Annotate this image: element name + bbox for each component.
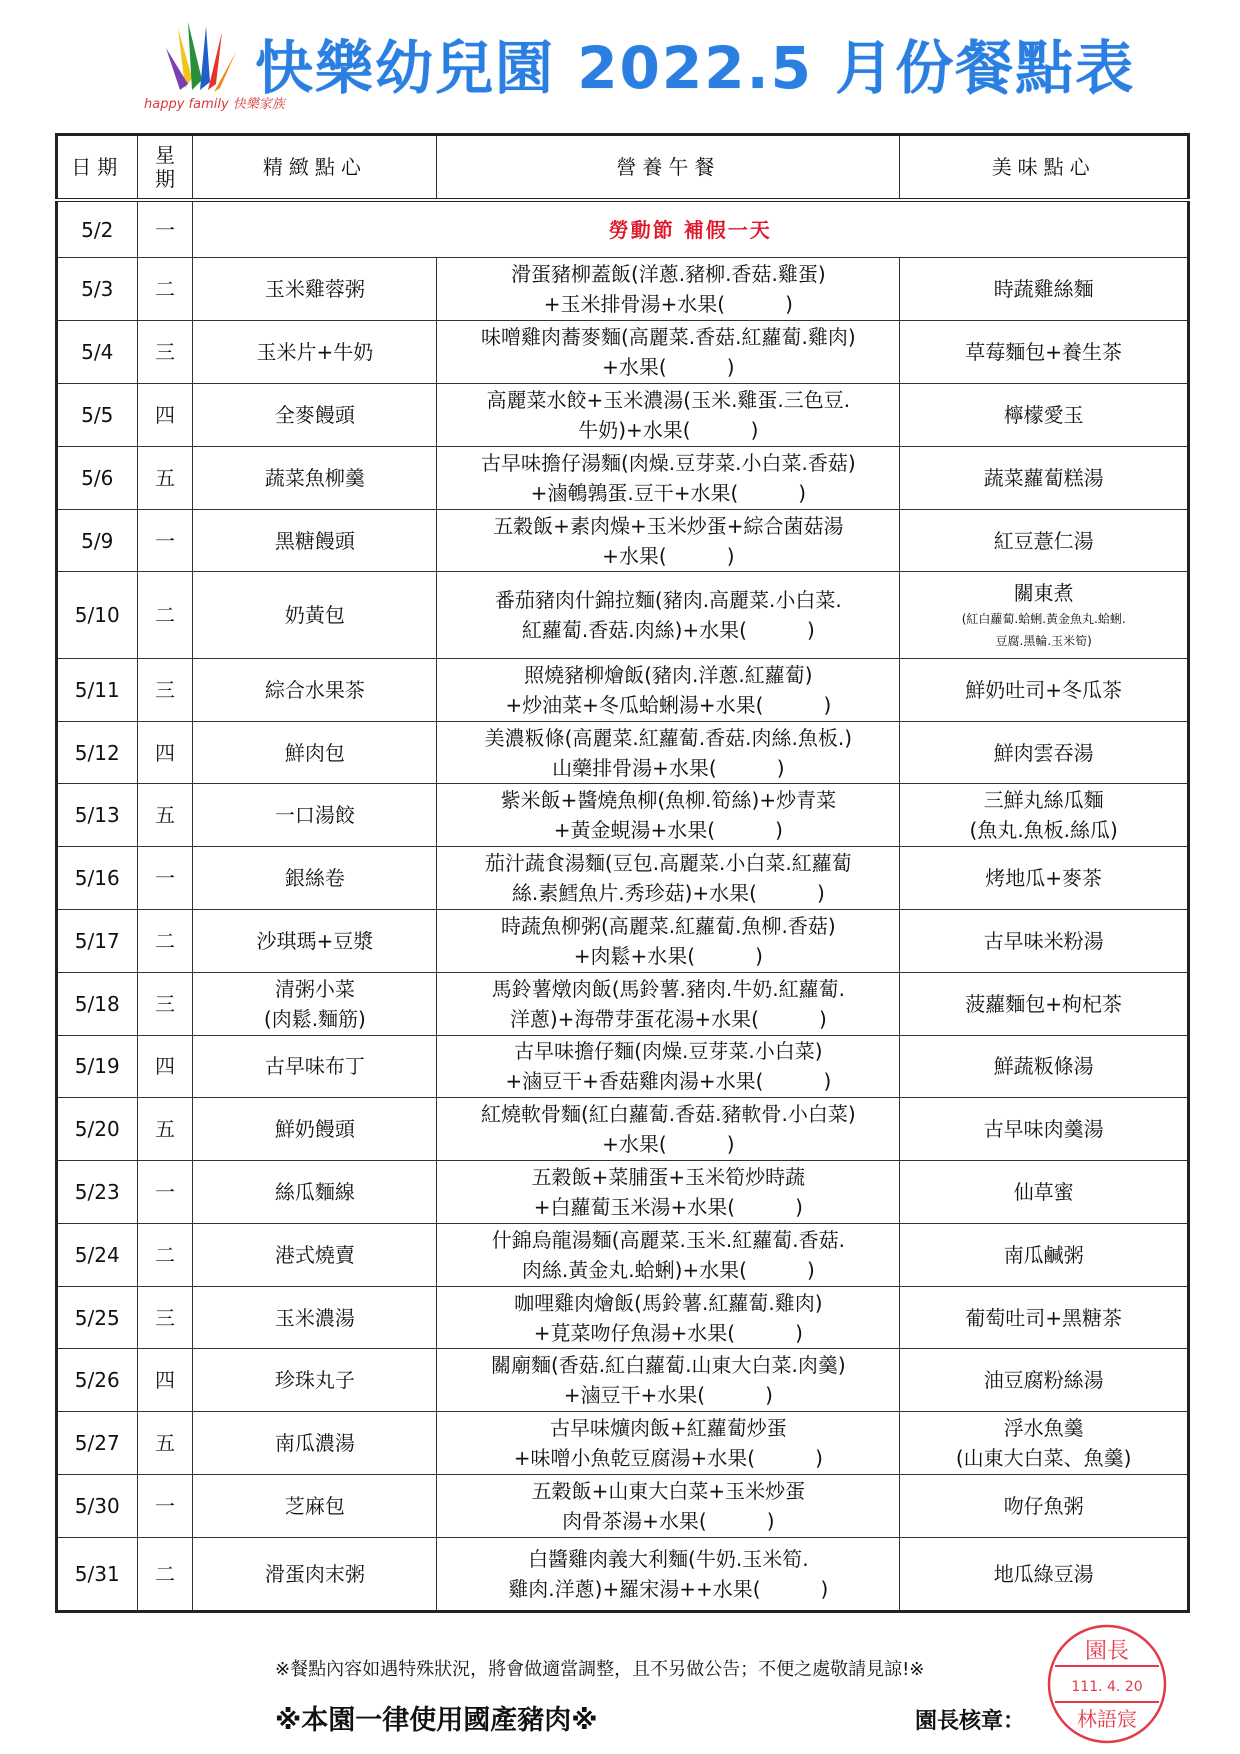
afternoon-snack-text: 鮮蔬粄條湯 [993,1054,1094,1079]
table-row [57,721,1189,784]
afternoon-snack-cell [900,1035,1189,1098]
afternoon-snack-text: 南瓜鹹粥 [1003,1242,1084,1267]
morning-snack-cell [193,1412,437,1475]
table-row [57,1223,1189,1286]
morning-snack-cell [193,784,437,847]
footer-policy: ※本園一律使用國產豬肉※ [275,1705,598,1736]
morning-snack-text: 古早味布丁 [264,1054,365,1079]
morning-snack-text: 玉米片+牛奶 [256,340,374,365]
lunch-line-2: +黃金蜆湯+水果( ) [553,818,783,843]
table-row [57,572,1189,658]
lunch-line-1: 滑蛋豬柳蓋飯(洋蔥.豬柳.香菇.雞蛋) [510,262,826,287]
afternoon-snack-detail: (紅白蘿蔔.蛤蜊.黃金魚丸.蛤蜊. [961,612,1126,627]
afternoon-snack-subtext: (魚丸.魚板.絲瓜) [969,818,1118,843]
table-row [57,1475,1189,1538]
lunch-line-2: +滷豆干+香菇雞肉湯+水果( ) [505,1069,832,1094]
afternoon-snack-cell [900,1161,1189,1224]
weekday-cell: 三 [137,321,193,384]
morning-snack-cell [193,446,437,509]
afternoon-snack-text: 時蔬雞絲麵 [993,277,1094,302]
afternoon-snack-cell [900,572,1189,658]
lunch-cell [437,1223,900,1286]
morning-snack-cell [193,1161,437,1224]
lunch-line-2: 雞肉.洋蔥)+羅宋湯++水果( ) [508,1576,829,1601]
morning-snack-cell [193,909,437,972]
lunch-line-1: 白醬雞肉義大利麵(牛奶.玉米筍. [528,1546,809,1571]
weekday-cell: 三 [137,1286,193,1349]
morning-snack-cell [193,384,437,447]
weekday-cell: 五 [137,446,193,509]
table-row [57,1098,1189,1161]
morning-snack-text: 沙琪瑪+豆漿 [256,928,374,953]
lunch-line-1: 五穀飯+山東大白菜+玉米炒蛋 [531,1478,806,1503]
afternoon-snack-cell [900,1098,1189,1161]
lunch-line-2: +滷豆干+水果( ) [563,1383,773,1408]
afternoon-snack-text: 關東煮 [1013,581,1074,606]
morning-snack-cell [193,572,437,658]
date-cell: 5/19 [57,1035,138,1098]
date-cell: 5/25 [57,1286,138,1349]
col-header-lunch: 營養午餐 [437,135,900,201]
lunch-cell [437,1537,900,1611]
table-row [57,1537,1189,1611]
date-cell: 5/11 [57,658,138,721]
afternoon-snack-text: 草莓麵包+養生茶 [965,340,1123,365]
afternoon-snack-cell [900,509,1189,572]
lunch-line-1: 咖哩雞肉燴飯(馬鈴薯.紅蘿蔔.雞肉) [514,1290,823,1315]
lunch-cell [437,321,900,384]
lunch-line-1: 高麗菜水餃+玉米濃湯(玉米.雞蛋.三色豆. [486,387,851,412]
afternoon-snack-cell [900,1286,1189,1349]
table-row [57,1035,1189,1098]
lunch-line-2: +白蘿蔔玉米湯+水果( ) [533,1194,803,1219]
weekday-cell: 四 [137,384,193,447]
page-title: 快樂幼兒園 2022.5 月份餐點表 [255,34,1136,102]
morning-snack-cell [193,509,437,572]
morning-snack-cell [193,1035,437,1098]
date-cell: 5/12 [57,721,138,784]
col-header-afternoon-snack: 美味點心 [900,135,1189,201]
lunch-line-1: 五穀飯+素肉燥+玉米炒蛋+綜合菌菇湯 [493,513,844,538]
morning-snack-text: 銀絲卷 [284,866,345,891]
lunch-line-1: 照燒豬柳燴飯(豬肉.洋蔥.紅蘿蔔) [524,662,813,687]
weekday-cell: 四 [137,721,193,784]
morning-snack-cell [193,721,437,784]
afternoon-snack-cell [900,321,1189,384]
lunch-line-1: 紅燒軟骨麵(紅白蘿蔔.香菇.豬軟骨.小白菜) [480,1102,856,1127]
morning-snack-cell [193,1223,437,1286]
lunch-cell [437,509,900,572]
afternoon-snack-cell [900,1223,1189,1286]
morning-snack-cell [193,1475,437,1538]
afternoon-snack-text: 鮮肉雲吞湯 [993,740,1094,765]
table-row [57,1412,1189,1475]
weekday-cell: 五 [137,1412,193,1475]
footer-notice: ※餐點內容如遇特殊狀況，將會做適當調整，且不另做公告；不便之處敬請見諒!※ [275,1659,925,1680]
date-cell: 5/4 [57,321,138,384]
date-cell: 5/9 [57,509,138,572]
table-row [57,200,1189,258]
table-row [57,972,1189,1035]
date-cell: 5/27 [57,1412,138,1475]
afternoon-snack-cell [900,972,1189,1035]
afternoon-snack-cell [900,384,1189,447]
lunch-line-2: 山藥排骨湯+水果( ) [552,755,785,780]
morning-snack-text: 玉米雞蓉粥 [264,277,365,302]
lunch-line-2: 洋蔥)+海帶芽蛋花湯+水果( ) [509,1006,827,1031]
lunch-line-1: 古早味擔仔湯麵(肉燥.豆芽菜.小白菜.香菇) [480,450,856,475]
morning-snack-text: 絲瓜麵線 [274,1179,355,1204]
lunch-line-2: 肉絲.黃金丸.蛤蜊)+水果( ) [521,1257,815,1282]
morning-snack-cell [193,1098,437,1161]
lunch-line-2: +炒油菜+冬瓜蛤蜊湯+水果( ) [505,692,832,717]
afternoon-snack-text: 檸檬愛玉 [1003,402,1084,427]
date-cell: 5/18 [57,972,138,1035]
date-cell: 5/30 [57,1475,138,1538]
afternoon-snack-detail: 豆腐.黑輪.玉米筍) [995,634,1092,649]
weekday-header-text: 星 期 [154,143,175,192]
lunch-cell [437,384,900,447]
afternoon-snack-cell [900,1475,1189,1538]
date-cell: 5/23 [57,1161,138,1224]
stamp-title: 園長 [1084,1639,1130,1664]
weekday-cell: 二 [137,572,193,658]
lunch-cell [437,721,900,784]
afternoon-snack-cell [900,258,1189,321]
table-row [57,847,1189,910]
lunch-line-2: +滷鵪鶉蛋.豆干+水果( ) [530,480,807,505]
lunch-line-2: +味噌小魚乾豆腐湯+水果( ) [513,1446,823,1471]
holiday-cell: 勞動節 補假一天 [193,200,1189,258]
col-header-date: 日期 [57,135,138,201]
weekday-cell: 四 [137,1035,193,1098]
afternoon-snack-text: 烤地瓜+麥茶 [985,866,1103,891]
lunch-line-1: 古早味擔仔麵(肉燥.豆芽菜.小白菜) [514,1039,823,1064]
table-row [57,446,1189,509]
lunch-line-1: 味噌雞肉蕎麥麵(高麗菜.香菇.紅蘿蔔.雞肉) [480,325,856,350]
morning-snack-text: 清粥小菜 [274,976,355,1001]
afternoon-snack-cell [900,784,1189,847]
date-cell: 5/17 [57,909,138,972]
weekday-cell: 二 [137,1537,193,1611]
morning-snack-text: 港式燒賣 [274,1242,355,1267]
weekday-cell: 三 [137,658,193,721]
morning-snack-text: 珍珠丸子 [274,1368,355,1393]
stamp-name: 林語宸 [1077,1707,1137,1731]
morning-snack-cell [193,972,437,1035]
lunch-line-2: +水果( ) [602,355,735,380]
afternoon-snack-subtext: (山東大白菜、魚羹) [955,1446,1132,1471]
lunch-cell [437,572,900,658]
afternoon-snack-cell [900,446,1189,509]
date-cell: 5/6 [57,446,138,509]
afternoon-snack-text: 菠蘿麵包+枸杞茶 [965,991,1123,1016]
lunch-line-1: 美濃粄條(高麗菜.紅蘿蔔.香菇.肉絲.魚板.) [484,725,853,750]
lunch-line-1: 馬鈴薯燉肉飯(馬鈴薯.豬肉.牛奶.紅蘿蔔. [491,976,845,1001]
table-row [57,1161,1189,1224]
table-row [57,384,1189,447]
morning-snack-text: 黑糖饅頭 [274,528,355,553]
lunch-cell [437,784,900,847]
morning-snack-cell [193,1537,437,1611]
logo-text: happy family 快樂家族 [144,97,285,112]
table-row [57,1349,1189,1412]
col-header-weekday [137,135,193,201]
lunch-line-2: +肉鬆+水果( ) [573,943,763,968]
weekday-cell: 一 [137,509,193,572]
weekday-cell: 一 [137,200,193,258]
morning-snack-cell [193,658,437,721]
afternoon-snack-cell [900,1349,1189,1412]
lunch-line-2: +玉米排骨湯+水果( ) [543,292,793,317]
table-row [57,509,1189,572]
weekday-cell: 一 [137,1161,193,1224]
lunch-cell [437,1286,900,1349]
date-cell: 5/5 [57,384,138,447]
afternoon-snack-text: 古早味肉羹湯 [983,1117,1104,1142]
lunch-cell [437,1161,900,1224]
morning-snack-cell [193,258,437,321]
table-row [57,321,1189,384]
morning-snack-text: 蔬菜魚柳羹 [264,465,365,490]
morning-snack-cell [193,1349,437,1412]
logo [140,18,285,118]
lunch-cell [437,972,900,1035]
lunch-line-2: 牛奶)+水果( ) [578,417,759,442]
lunch-cell [437,1475,900,1538]
meal-table [55,133,1190,1613]
morning-snack-text: 一口湯餃 [274,803,355,828]
afternoon-snack-text: 古早味米粉湯 [983,928,1104,953]
afternoon-snack-cell [900,909,1189,972]
lunch-cell [437,847,900,910]
weekday-cell: 四 [137,1349,193,1412]
weekday-cell: 一 [137,847,193,910]
afternoon-snack-text: 油豆腐粉絲湯 [983,1368,1104,1393]
lunch-cell [437,1098,900,1161]
table-row [57,784,1189,847]
afternoon-snack-text: 葡萄吐司+黑糖茶 [965,1305,1123,1330]
afternoon-snack-text: 三鮮丸絲瓜麵 [983,788,1104,813]
morning-snack-subtext: (肉鬆.麵筋) [263,1006,366,1031]
weekday-cell: 五 [137,784,193,847]
afternoon-snack-cell [900,1412,1189,1475]
afternoon-snack-text: 鮮奶吐司+冬瓜茶 [965,677,1123,702]
afternoon-snack-text: 仙草蜜 [1013,1179,1074,1204]
lunch-cell [437,1412,900,1475]
date-cell: 5/24 [57,1223,138,1286]
weekday-cell: 二 [137,909,193,972]
date-cell: 5/20 [57,1098,138,1161]
afternoon-snack-text: 浮水魚羹 [1003,1416,1084,1441]
afternoon-snack-cell [900,1537,1189,1611]
date-cell: 5/26 [57,1349,138,1412]
lunch-line-2: 絲.素鱈魚片.秀珍菇)+水果( ) [511,881,825,906]
lunch-line-1: 關廟麵(香菇.紅白蘿蔔.山東大白菜.肉羹) [490,1353,846,1378]
lunch-line-2: +水果( ) [602,1132,735,1157]
afternoon-snack-cell [900,847,1189,910]
lunch-line-1: 番茄豬肉什錦拉麵(豬肉.高麗菜.小白菜. [494,588,842,613]
date-cell: 5/3 [57,258,138,321]
table-header-row [57,135,1189,201]
lunch-line-1: 紫米飯+醬燒魚柳(魚柳.筍絲)+炒青菜 [500,788,837,813]
lunch-line-1: 古早味爌肉飯+紅蘿蔔炒蛋 [549,1416,787,1441]
lunch-line-1: 什錦烏龍湯麵(高麗菜.玉米.紅蘿蔔.香菇. [491,1227,845,1252]
afternoon-snack-text: 地瓜綠豆湯 [993,1561,1094,1586]
morning-snack-text: 奶黃包 [284,603,345,628]
date-cell: 5/31 [57,1537,138,1611]
table-row [57,1286,1189,1349]
morning-snack-text: 玉米濃湯 [274,1305,355,1330]
date-cell: 5/16 [57,847,138,910]
approval-label: 園長核章： [915,1709,1026,1734]
morning-snack-text: 南瓜濃湯 [274,1431,355,1456]
col-header-morning-snack: 精緻點心 [193,135,437,201]
lunch-cell [437,1349,900,1412]
morning-snack-cell [193,1286,437,1349]
afternoon-snack-text: 吻仔魚粥 [1003,1493,1084,1518]
afternoon-snack-text: 蔬菜蘿蔔糕湯 [983,465,1104,490]
morning-snack-text: 滑蛋肉末粥 [264,1561,365,1586]
weekday-cell: 三 [137,972,193,1035]
lunch-line-1: 茄汁蔬食湯麵(豆包.高麗菜.小白菜.紅蘿蔔 [484,851,852,876]
afternoon-snack-cell [900,721,1189,784]
table-row [57,658,1189,721]
date-cell: 5/10 [57,572,138,658]
morning-snack-text: 綜合水果茶 [264,677,365,702]
lunch-line-1: 時蔬魚柳粥(高麗菜.紅蘿蔔.魚柳.香菇) [500,913,836,938]
lunch-line-2: +水果( ) [602,543,735,568]
lunch-line-2: +莧菜吻仔魚湯+水果( ) [533,1320,803,1345]
date-cell: 5/2 [57,200,138,258]
lunch-line-1: 五穀飯+菜脯蛋+玉米筍炒時蔬 [531,1164,806,1189]
lunch-cell [437,909,900,972]
weekday-cell: 二 [137,258,193,321]
table-row [57,909,1189,972]
principal-stamp [1045,1622,1170,1747]
weekday-cell: 五 [137,1098,193,1161]
morning-snack-cell [193,321,437,384]
weekday-cell: 二 [137,1223,193,1286]
lunch-cell [437,258,900,321]
morning-snack-text: 鮮奶饅頭 [274,1117,355,1142]
table-row [57,258,1189,321]
morning-snack-text: 鮮肉包 [284,740,345,765]
lunch-line-2: 紅蘿蔔.香菇.肉絲)+水果( ) [521,618,815,643]
morning-snack-text: 芝麻包 [284,1493,345,1518]
stamp-date: 111. 4. 20 [1071,1679,1143,1695]
morning-snack-text: 全麥饅頭 [274,402,355,427]
date-cell: 5/13 [57,784,138,847]
lunch-cell [437,446,900,509]
weekday-cell: 一 [137,1475,193,1538]
lunch-line-2: 肉骨茶湯+水果( ) [562,1508,775,1533]
lunch-cell [437,658,900,721]
afternoon-snack-cell [900,658,1189,721]
afternoon-snack-text: 紅豆薏仁湯 [993,528,1094,553]
lunch-cell [437,1035,900,1098]
morning-snack-cell [193,847,437,910]
